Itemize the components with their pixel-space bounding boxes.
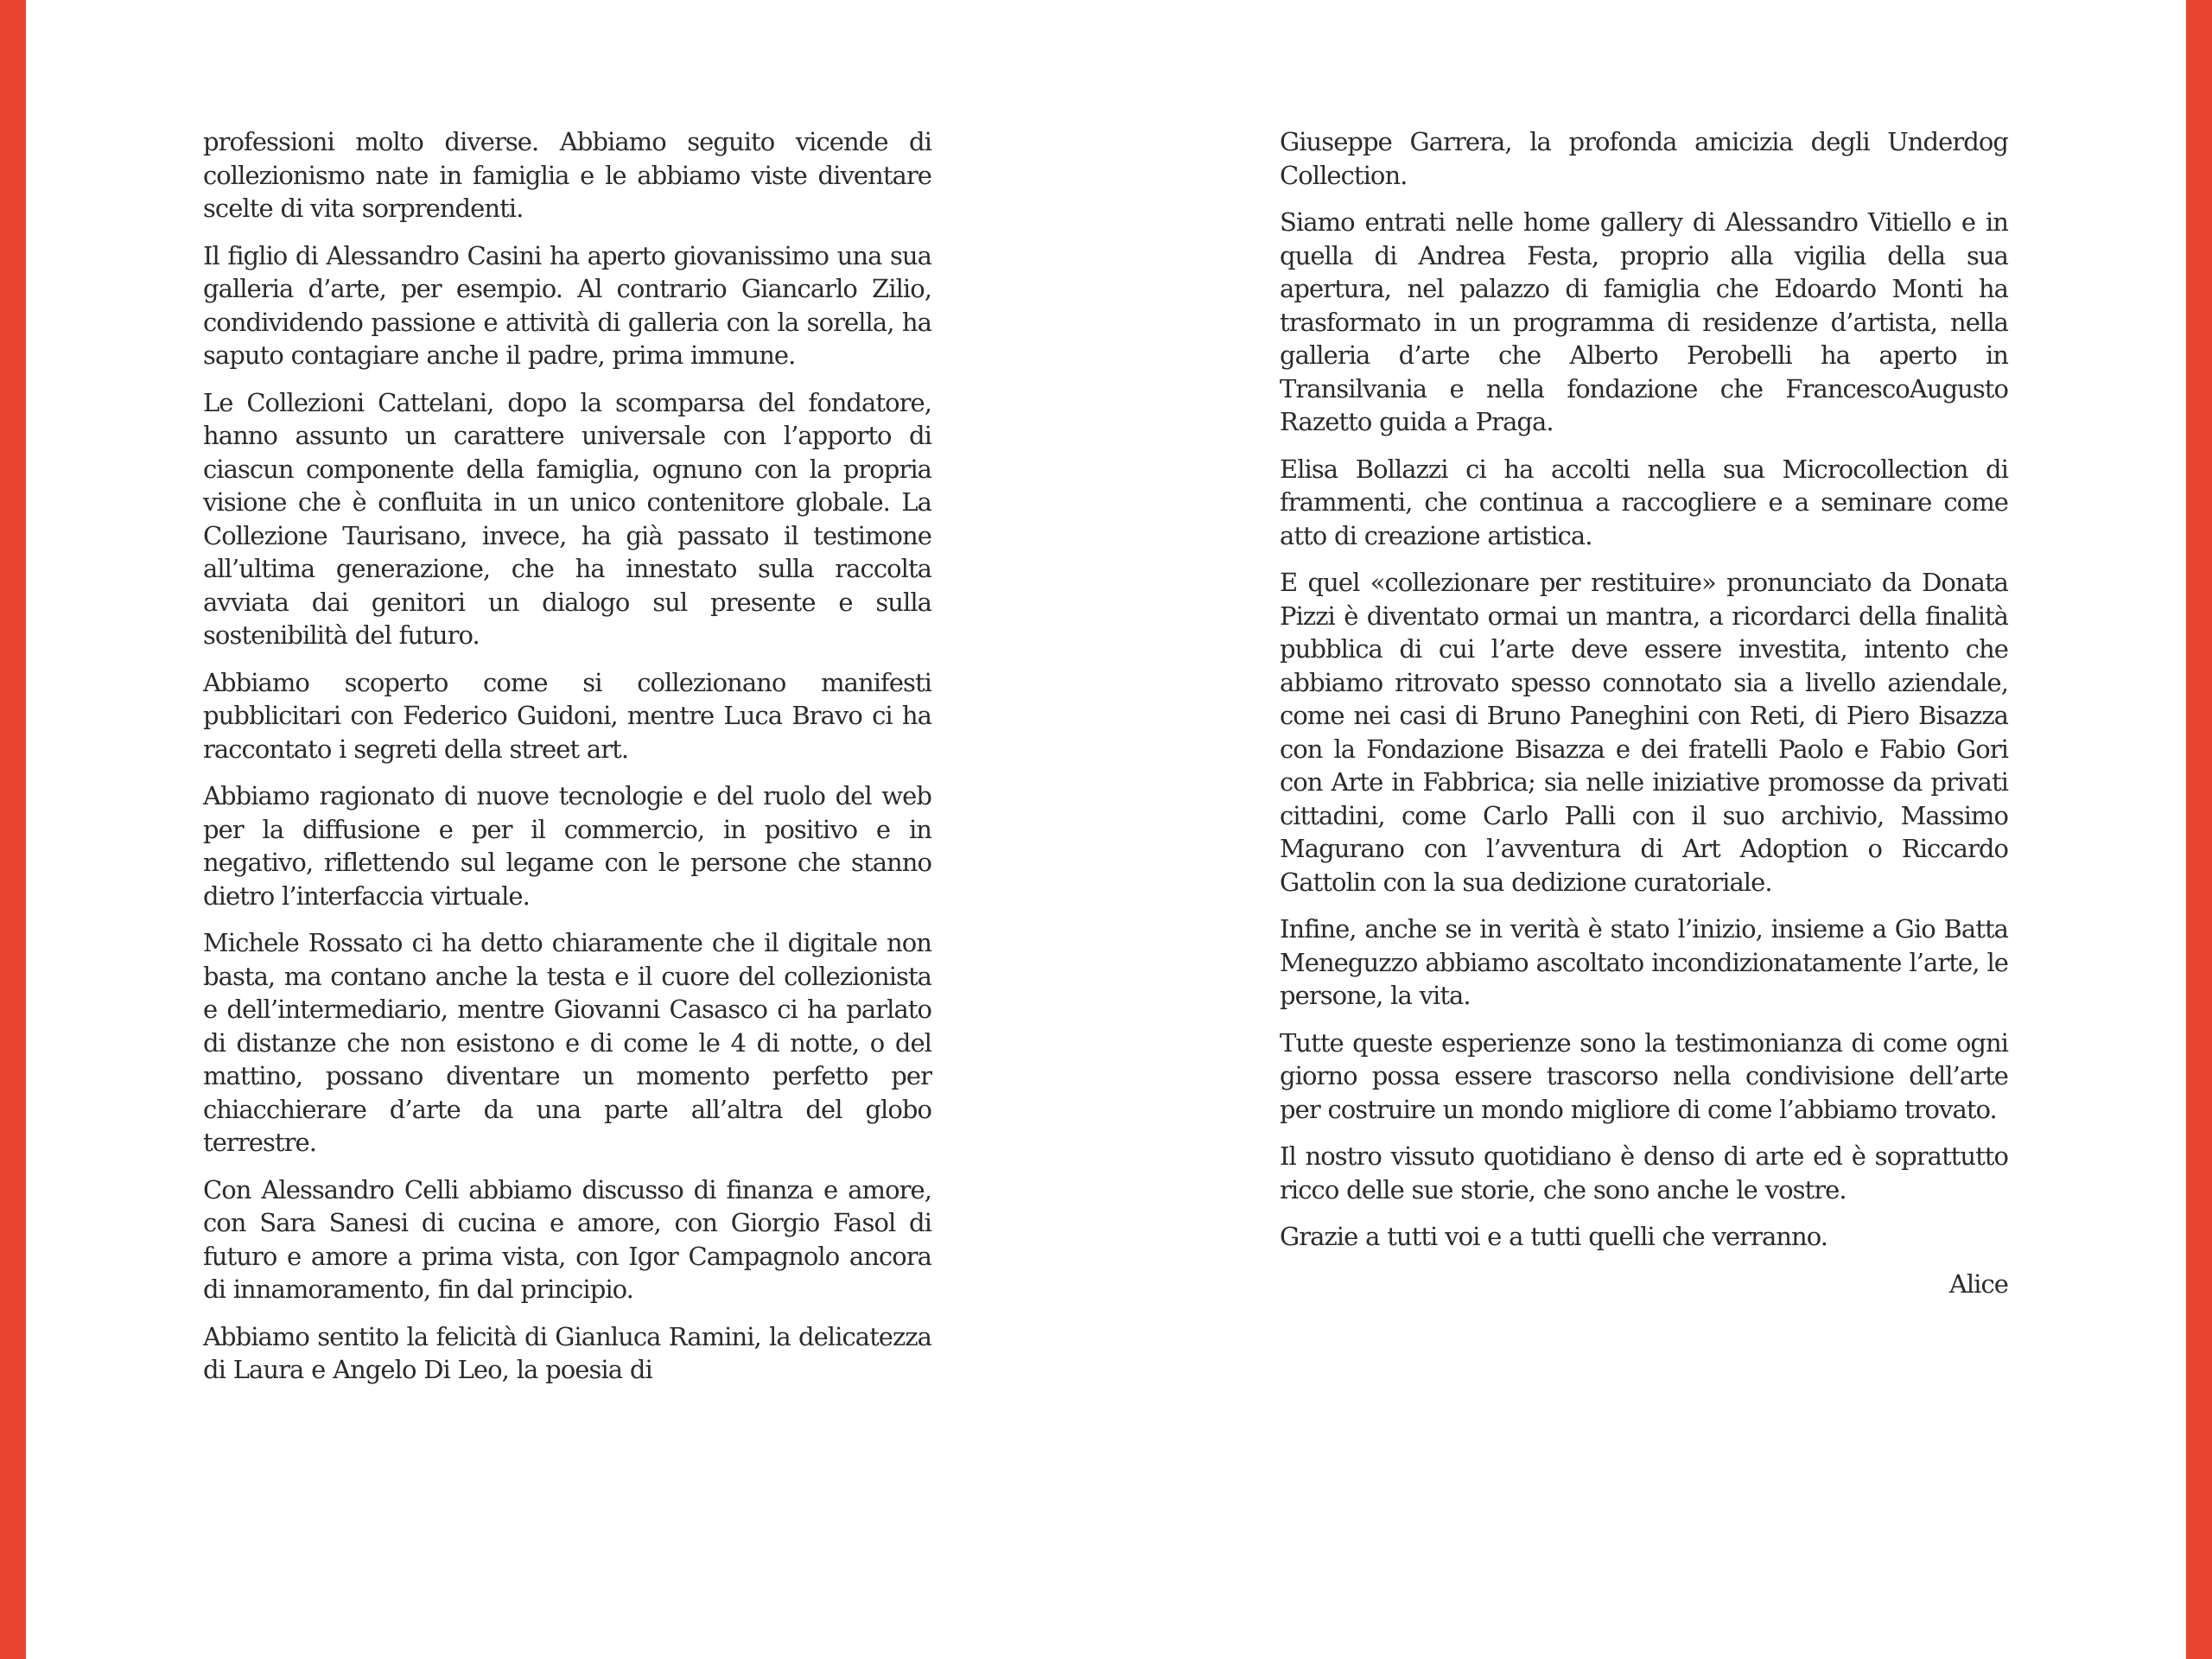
paragraph: Le Collezioni Cattelani, dopo la scomparsa del fondatore, hanno assunto un carattere universale con l’apporto di ciascun componente della famiglia, ognuno con la propria visione che è confluita in un unico contenitore globale. La Collezione Taurisano, invece, ha già passato il testimone all’ultima generazione, che ha innestato sulla raccolta avviata dai genitori un dialogo sul presente e sulla sostenibilità del futuro. [203, 387, 931, 650]
paragraph: Grazie a tutti voi e a tutti quelli che verranno. [1280, 1222, 1828, 1251]
paragraph: E quel «collezionare per restituire» pronunciato da Donata Pizzi è diventato ormai un mantra, a ricordarci della finalità pubblica di cui l’arte deve essere investita, intento che abbiamo ritrovato spesso connotato sia a livello aziendale, come nei casi di Bruno Paneghini con Reti, di Piero Bisazza con la Fondazione Bisazza e dei fratelli Paolo e Fabio Gori con Arte in Fabbrica; sia nelle iniziative promosse da privati cittadini, come Carlo Palli con il suo archivio, Massimo Magurano con l’avventura di Art Adoption o Riccardo Gattolin con la sua dedizione curatoriale. [1280, 568, 2008, 897]
right-page-edge [2186, 0, 2212, 1659]
paragraph: Giuseppe Garrera, la profonda amicizia degli Underdog Collection. [1280, 127, 2008, 190]
paragraph: Il nostro vissuto quotidiano è denso di arte ed è soprattutto ricco delle sue storie, che sono anche le vostre. [1280, 1141, 2008, 1205]
paragraph: Michele Rossato ci ha detto chiaramente che il digitale non basta, ma contano anche la testa e il cuore del collezionista e dell’intermediario, mentre Giovanni Casasco ci ha parlato di distanze che non esistono e di come le 4 di notte, o del mattino, possano diventare un momento perfetto per chiacchierare d’arte da una parte all’altra del globo terrestre. [203, 928, 931, 1157]
paragraph: Tutte queste esperienze sono la testimonianza di come ogni giorno possa essere trascorso nella condivisione dell’arte per costruire un mondo migliore di come l’abbiamo trovato. [1280, 1027, 2008, 1124]
paragraph: Infine, anche se in verità è stato l’inizio, insieme a Gio Batta Meneguzzo abbiamo ascoltato incondizionatamente l’arte, le persone, la vita. [1280, 914, 2008, 1010]
left-page-edge [0, 0, 26, 1659]
paragraph: Il figlio di Alessandro Casini ha aperto giovanissimo una sua galleria d’arte, per esempio. Al contrario Giancarlo Zilio, condividendo passione e attività di galleria con la sorella, ha saputo contagiare anche il padre, prima immune. [203, 240, 931, 370]
paragraph: Siamo entrati nelle home gallery di Alessandro Vitiello e in quella di Andrea Festa, proprio alla vigilia della sua apertura, nel palazzo di famiglia che Edoardo Monti ha trasformato in un programma di residenze d’artista, nella galleria d’arte che Alberto Perobelli ha aperto in Transilvania e nella fondazione che FrancescoAugusto Razetto guida a Praga. [1280, 207, 2008, 436]
paragraph: Con Alessandro Celli abbiamo discusso di finanza e amore, con Sara Sanesi di cucina e amore, con Giorgio Fasol di futuro e amore a prima vista, con Igor Campagnolo ancora di innamoramento, fin dal principio. [203, 1174, 931, 1304]
paragraph: Abbiamo ragionato di nuove tecnologie e del ruolo del web per la diffusione e per il commercio, in positivo e in negativo, riflettendo sul legame con le persone che stanno dietro l’interfaccia virtuale. [203, 781, 931, 911]
signature: Alice [1948, 1268, 2008, 1299]
paragraph: Elisa Bollazzi ci ha accolti nella sua Microcollection di frammenti, che continua a raccogliere e a seminare come atto di creazione artistica. [1280, 454, 2008, 550]
right-text-column [1280, 125, 2008, 1314]
paragraph: Abbiamo scoperto come si collezionano manifesti pubblicitari con Federico Guidoni, mentre Luca Bravo ci ha raccontato i segreti della street art. [203, 667, 931, 764]
left-text-column [203, 125, 931, 1401]
paragraph: Abbiamo sentito la felicità di Gianluca Ramini, la delicatezza di Laura e Angelo Di Leo, la poesia di [203, 1321, 931, 1384]
paragraph: professioni molto diverse. Abbiamo seguito vicende di collezionismo nate in famiglia e le abbiamo viste diventare scelte di vita sorprendenti. [203, 127, 931, 223]
